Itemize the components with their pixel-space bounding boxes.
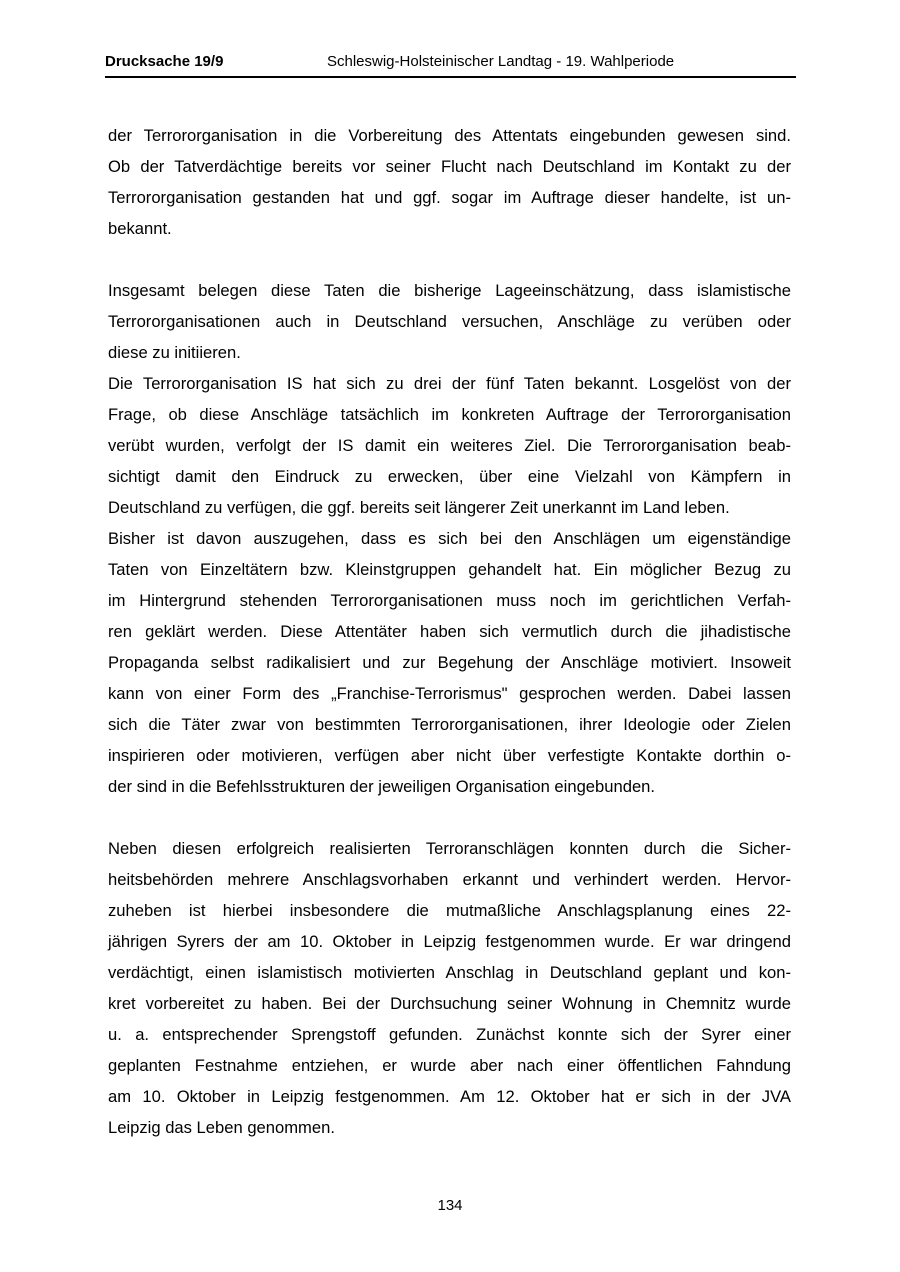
paragraph <box>108 368 791 523</box>
text-line: diese zu initiieren. <box>108 343 241 362</box>
text-line: Neben diesen erfolgreich realisierten Terroranschlägen konnten durch die Sicher- <box>108 839 791 858</box>
text-line: bekannt. <box>108 219 172 238</box>
text-line: Taten von Einzeltätern bzw. Kleinstgruppen gehandelt hat. Ein möglicher Bezug zu <box>108 560 791 579</box>
page-header <box>105 50 796 78</box>
text-line: Terrororganisationen auch in Deutschland versuchen, Anschläge zu verüben oder <box>108 312 791 331</box>
paragraph <box>108 523 791 802</box>
text-line: verübt wurden, verfolgt der IS damit ein weiteres Ziel. Die Terrororganisation beab- <box>108 436 791 455</box>
text-line: zuheben ist hierbei insbesondere die mutmaßliche Anschlagsplanung eines 22- <box>108 901 791 920</box>
text-line: verdächtigt, einen islamistisch motivierten Anschlag in Deutschland geplant und kon- <box>108 963 791 982</box>
paragraph <box>108 275 791 368</box>
text-line: der Terrororganisation in die Vorbereitung des Attentats eingebunden gewesen sind. <box>108 126 791 145</box>
text-line: Frage, ob diese Anschläge tatsächlich im konkreten Auftrage der Terrororganisation <box>108 405 791 424</box>
text-line: jährigen Syrers der am 10. Oktober in Leipzig festgenommen wurde. Er war dringend <box>108 932 791 951</box>
text-line: ren geklärt werden. Diese Attentäter haben sich vermutlich durch die jihadistische <box>108 622 791 641</box>
document-body <box>108 120 791 1143</box>
text-line: am 10. Oktober in Leipzig festgenommen. Am 12. Oktober hat er sich in der JVA <box>108 1087 791 1106</box>
text-line: Insgesamt belegen diese Taten die bisherige Lageeinschätzung, dass islamistische <box>108 281 791 300</box>
text-line: u. a. entsprechender Sprengstoff gefunden. Zunächst konnte sich der Syrer einer <box>108 1025 791 1044</box>
text-line: Die Terrororganisation IS hat sich zu drei der fünf Taten bekannt. Losgelöst von der <box>108 374 791 393</box>
text-line: kann von einer Form des „Franchise-Terrorismus" gesprochen werden. Dabei lassen <box>108 684 791 703</box>
text-line: kret vorbereitet zu haben. Bei der Durchsuchung seiner Wohnung in Chemnitz wurde <box>108 994 791 1013</box>
text-line: geplanten Festnahme entziehen, er wurde aber nach einer öffentlichen Fahndung <box>108 1056 791 1075</box>
paragraph-spacer <box>108 802 791 833</box>
text-line: inspirieren oder motivieren, verfügen aber nicht über verfestigte Kontakte dorthin o- <box>108 746 791 765</box>
text-line: Bisher ist davon auszugehen, dass es sich bei den Anschlägen um eigenständige <box>108 529 791 548</box>
text-line: Terrororganisation gestanden hat und ggf. sogar im Auftrage dieser handelte, ist un- <box>108 188 791 207</box>
paragraph <box>108 833 791 1143</box>
paragraph-spacer <box>108 244 791 275</box>
parliament-title: Schleswig-Holsteinischer Landtag - 19. Wahlperiode <box>327 53 675 70</box>
text-line: sich die Täter zwar von bestimmten Terrororganisationen, ihrer Ideologie oder Zielen <box>108 715 791 734</box>
page-number: 134 <box>437 1197 463 1214</box>
text-line: heitsbehörden mehrere Anschlagsvorhaben erkannt und verhindert werden. Hervor- <box>108 870 791 889</box>
document-number: Drucksache 19/9 <box>105 53 224 70</box>
text-line: Deutschland zu verfügen, die ggf. bereits seit längerer Zeit unerkannt im Land leben. <box>108 498 730 517</box>
text-line: Propaganda selbst radikalisiert und zur Begehung der Anschläge motiviert. Insoweit <box>108 653 791 672</box>
text-line: im Hintergrund stehenden Terrororganisationen muss noch im gerichtlichen Verfah- <box>108 591 791 610</box>
text-line: sichtigt damit den Eindruck zu erwecken, über eine Vielzahl von Kämpfern in <box>108 467 791 486</box>
text-line: Leipzig das Leben genommen. <box>108 1118 335 1137</box>
text-line: der sind in die Befehlsstrukturen der jeweiligen Organisation eingebunden. <box>108 777 656 796</box>
text-line: Ob der Tatverdächtige bereits vor seiner Flucht nach Deutschland im Kontakt zu der <box>108 157 791 176</box>
paragraph <box>108 120 791 244</box>
